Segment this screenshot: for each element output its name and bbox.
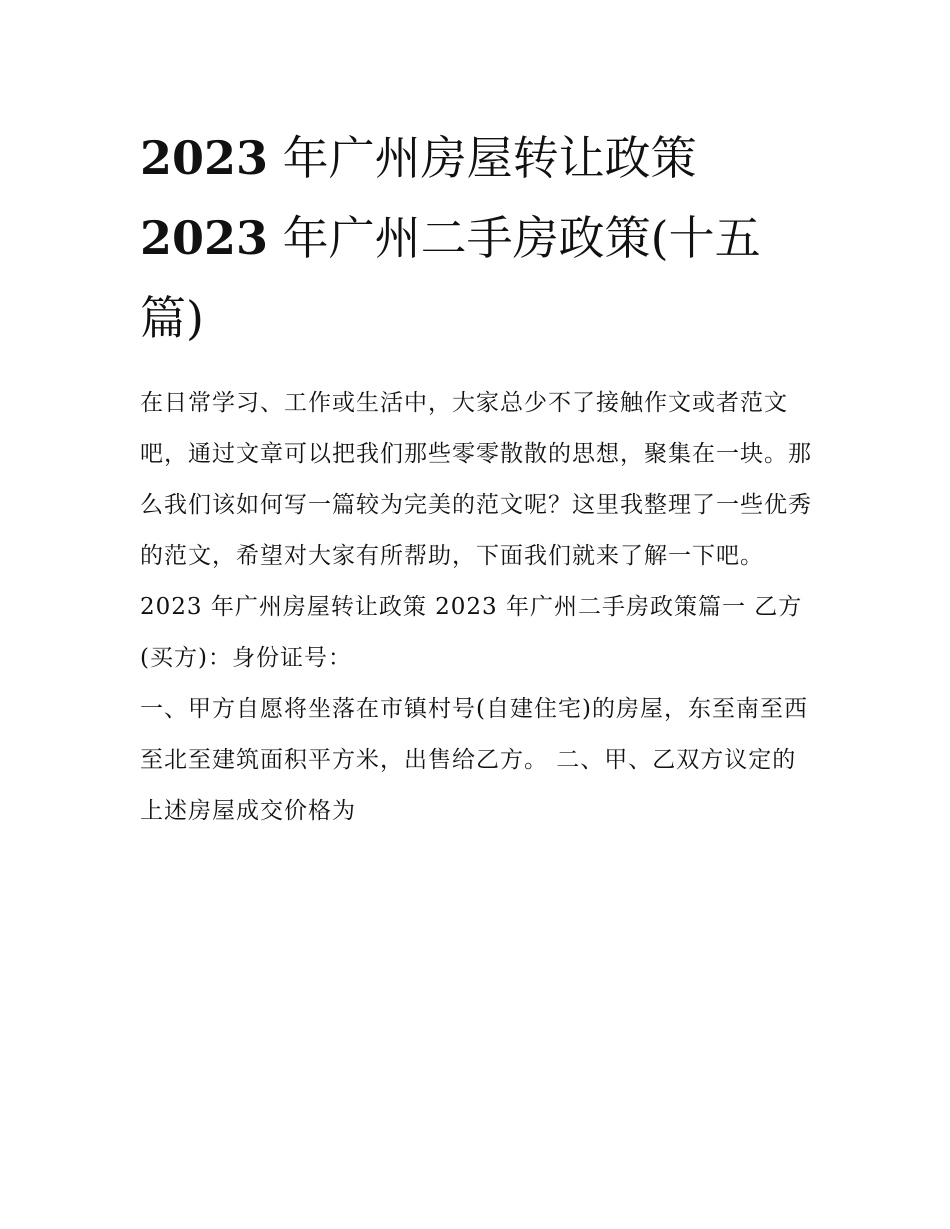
title-text-2: 年广州二手房政策(十五篇)	[140, 211, 761, 345]
paragraph-clause: 一、甲方自愿将坐落在市镇村号(自建住宅)的房屋，东至南至西至北至建筑面积平方米，出售给乙方。 二、甲、乙双方议定的上述房屋成交价格为	[140, 696, 808, 824]
title-year-2: 2023	[140, 211, 269, 265]
document-body	[140, 378, 820, 837]
title-year-1: 2023	[140, 131, 269, 185]
paragraph-intro: 在日常学习、工作或生活中，大家总少不了接触作文或者范文吧，通过文章可以把我们那些零零散散的思想，聚集在一块。那么我们该如何写一篇较为完美的范文呢？这里我整理了一些优秀的范文，希望对大家有所帮助，下面我们就来了解一下吧。	[140, 390, 812, 569]
document-content	[140, 118, 820, 837]
title-text-1: 年广州房屋转让政策	[268, 131, 697, 185]
document-title	[140, 118, 820, 358]
title-line-2	[140, 198, 780, 358]
title-line-1	[140, 118, 820, 198]
paragraph-section-one: 2023 年广州房屋转让政策 2023 年广州二手房政策篇一 乙方(买方)：身份证号：	[140, 594, 803, 671]
